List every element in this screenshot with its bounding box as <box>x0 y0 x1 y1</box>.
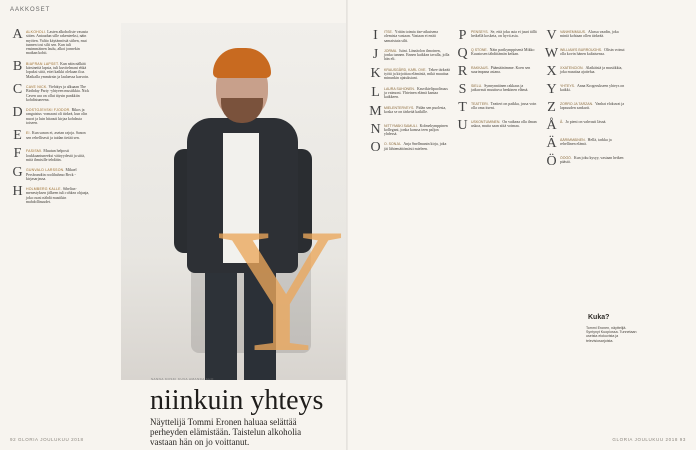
entry-title: VANHEMMUUS. <box>560 30 586 34</box>
entry-letter: W <box>544 46 559 61</box>
entry-body: Hellä, tarkka ja rehellinen elämä. <box>560 138 612 147</box>
entry-title: KRAUSGÅRD, KARL OVE. <box>384 67 427 72</box>
entry-letter: G <box>12 165 23 181</box>
entry-letter: I <box>373 28 378 43</box>
entry-f <box>10 146 90 162</box>
entry-body: Anna Krogerukseen yhteys on kaikki. <box>560 84 625 93</box>
entry-title: CAVE NICK. <box>26 84 48 89</box>
entry-body: Synnynnäinen rakkaus ja jatkuvasti muuttuva henkinen elämä. <box>471 84 529 93</box>
entry-title: BIAFRAN LAPSET. <box>26 61 60 66</box>
entry-y <box>544 84 626 96</box>
entry-e <box>10 128 90 144</box>
entry-body: Tekee tärkeää työtä ja kirjoittaa elämästä, mikä muuttaa minunkin ajatuksiani. <box>384 67 450 81</box>
entry-v <box>544 30 626 42</box>
entry-g <box>10 165 90 181</box>
entry-letter: U <box>457 118 468 133</box>
entry-body: Rikos ja rangaistus -romaani oli tärkeä, kun olin nuori ja luin hitaasti kirjaa kohdasta toiseen. <box>26 108 88 126</box>
entry-q <box>455 48 537 60</box>
entry-c <box>10 81 90 102</box>
entry-body: Sibelius-menestyksen jälkeen tuli rohkea ohjaaja, joka osasi nähdä musiikin mahdollisuudet. <box>26 187 90 205</box>
entry-body: Kasvikielipuolisuus ja vaimoni. Yhteinen elämä kantaa kaikkeen. <box>384 86 448 100</box>
article-headline: niinkuin yhteys <box>150 385 324 416</box>
portrait-photo <box>121 23 346 380</box>
decorative-letter-y: Y <box>217 191 346 380</box>
entry-body: Pidän sen puolesta, koska se on tärkeää kaikille. <box>384 105 447 114</box>
entry-title: Å. <box>560 120 564 124</box>
entry-body: Alaikäisiä ja musiikkia, joka muuttaa ajattelua. <box>560 66 623 75</box>
entry-letter: C <box>12 81 23 97</box>
entry-letter: S <box>458 82 467 97</box>
entry-letter: Z <box>547 100 556 115</box>
entry-letter: Ä <box>546 136 557 151</box>
entry-body: Anja Snellmanin kirja, joka jäi lähtemättömästi mieleen. <box>384 142 447 151</box>
entry-title: DOSTOJEVSKI FJODOR. <box>26 108 71 113</box>
entry-letter: A <box>12 27 23 42</box>
entry-letter: N <box>370 121 381 137</box>
entry-letter: Ö <box>546 154 557 169</box>
entry-x <box>544 66 626 78</box>
entry-letter: T <box>458 100 467 115</box>
entry-title: EI. <box>26 131 31 136</box>
entry-letter: P <box>458 28 467 43</box>
entry-body: Alussa vaadin, joka miniä kohtaan ollen tärkeää. <box>560 30 619 39</box>
photo-caption: SANNA KOSKI KUVA AMANDA AHO <box>151 377 214 381</box>
right-column-1 <box>368 30 450 160</box>
entry-a <box>10 27 90 56</box>
footer-left: 92 GLORIA JOULUKUU 2018 <box>10 437 84 442</box>
entry-letter: O <box>370 140 381 156</box>
right-column-2 <box>455 30 537 138</box>
entry-body: On vaikeaa olla ilman uskoa, mutta saan siitä voimaa. <box>471 120 537 129</box>
entry-i <box>368 30 450 43</box>
entry-body: Kun näin nälkää kärsineitä lapsia, tuli kuvitelmani ehkä lopuksi siitä, ettei kaikki olekaan iloa. Matkalla ymmärsin ja laulaessa kasvoin. <box>26 61 90 79</box>
entry-title: TEATTERI. <box>471 102 489 106</box>
entry-body: Jo pieni on vahvasti läsnä. <box>565 120 607 124</box>
entry-letter: B <box>12 58 23 74</box>
entry-o <box>368 142 450 154</box>
entry-body: Isäni. Läsnäolon ilmoinen, jonka tunnen. Ennen kaikkea tavalla, jolla hän eli. <box>384 48 450 62</box>
entry-title: YHTEYS. <box>560 84 575 88</box>
entry-letter: J <box>372 46 379 62</box>
entry-b <box>10 58 90 79</box>
footer-right: GLORIA JOULUKUU 2018 93 <box>612 437 686 442</box>
entry-t <box>455 102 537 114</box>
article-dek: Näyttelijä Tommi Eronen haluaa selättää perheyden elämistään. Taistelun alkoholia vastaan hän on jo voittanut. <box>150 417 302 447</box>
entry-title: ALKOHOLI. <box>26 30 47 34</box>
entry-title: Q STONE. <box>471 48 488 52</box>
entry-h <box>10 184 90 205</box>
entry-body: Vanhat elokuvat ja lapsuuden sankarit. <box>560 102 625 111</box>
entry-title: ÄÄRIMMÄINEN. <box>560 138 586 142</box>
entry-l <box>368 84 450 100</box>
entry-body: Se, että joku asia ei juuri tällä hetkellä kosketa, on hyvä asia. <box>471 30 537 39</box>
entry-title: ÖÖÖÖ. <box>560 156 572 160</box>
entry-letter: M <box>369 103 382 119</box>
entry-letter: X <box>546 64 557 79</box>
entry-z <box>544 102 626 114</box>
entry-letter: Q <box>457 46 468 61</box>
entry-title: ITSE. <box>384 30 393 34</box>
entry-body: Näin parikymppisenä Mikko Kuustosen tähdittämän keikan. <box>471 48 535 57</box>
entry-title: FASISMI. <box>26 149 43 154</box>
entry-w <box>544 48 626 60</box>
entry-title: O. SONJA. <box>384 142 402 147</box>
kuka-text: Tommi Eronen, näyttelijä. Syntynyt Kuopiossa. Tunnetaan useista elokuvista ja televisiosarjoista. <box>586 326 637 343</box>
entry-title: NITTYMÄKI SAMULI. <box>384 123 418 128</box>
entry-title: USKONTUMINEN. <box>471 120 501 124</box>
entry-body: Kun sanon ei, asetan rajoja. Sanon sen rehellisesti ja taidan tietää sen. <box>26 131 86 140</box>
entry-title: WILLIAM'S BURROUGHS. <box>560 48 603 52</box>
right-page <box>348 0 696 450</box>
entry-letter: D <box>12 105 23 121</box>
entry-p <box>455 30 537 42</box>
entry-body: Muutun helposti loukkaantuneeksi vääryydestä ja siitä, mitä ihmisille tehdään. <box>26 149 85 162</box>
entry-title: RAKKAUS. <box>471 66 489 70</box>
entry-k <box>368 65 450 81</box>
entry-u <box>455 120 537 132</box>
kuka-title: Kuka? <box>588 314 610 321</box>
right-column-3 <box>544 30 626 174</box>
entry-letter: K <box>370 65 381 81</box>
entry-title: GUNVALD LARSSON. <box>26 168 65 173</box>
entry-letter: V <box>546 28 557 43</box>
entry-body: Päämäärämme. Koen sen suurimpana asiana. <box>471 66 531 75</box>
entry-title: PENSEYS. <box>471 30 489 34</box>
entry-d <box>10 105 90 126</box>
entry-letter: Y <box>546 82 557 97</box>
entry-body: Yritän toimia itse-aikuisena olemista vastaan. Vastaan ei enää samaistuta silti. <box>384 30 438 43</box>
entry-title: LAURA SUHONEN. <box>384 86 415 91</box>
entry-ae <box>544 138 626 150</box>
entry-letter: H <box>12 184 23 200</box>
entry-n <box>368 121 450 137</box>
entry-title: SIELU. <box>471 84 483 88</box>
section-label: AAKKOSET <box>10 7 51 13</box>
entry-m <box>368 103 450 119</box>
entry-body: Mikael Persbrandtin roolihahmo Beck -kirjasarjassa. <box>26 168 77 181</box>
entry-body: Kolmekymppinen kollegani, jonka kanssa teen paljon yhdessä. <box>384 123 448 137</box>
entry-r <box>455 66 537 78</box>
entry-letter: L <box>371 84 380 100</box>
entry-s <box>455 84 537 96</box>
entry-j <box>368 46 450 62</box>
entry-title: XXATENCION. <box>560 66 584 70</box>
entry-body: Viehätys ja alkuaan The Birthday Party -yhtyeen musiikkia. Nick Caven ura on ollut täysin pankkiin kohdistuneena. <box>26 84 90 102</box>
entry-body: Teatteri on paikka, jossa voin olla oma itseni. <box>471 102 537 111</box>
entry-title: HOLMBERG KALLE. <box>26 187 62 192</box>
entry-aa <box>544 120 626 132</box>
entry-letter: Å <box>546 118 557 133</box>
entry-title: ZORRO JA TARZAN. <box>560 102 594 106</box>
entry-body: Lasten alkoholiste vasasta sitten. Antaudun sille rakenteeksi, näin myöten. Valtio käytännöstä siihen, mut tunnen tosi silti sen. Kun tuli ensimmäinen laulu, alkoi jonnekin matkan kohti. <box>26 30 88 56</box>
entry-body: Olisin voinut olla kovin hänen kaltaisensa. <box>560 48 625 57</box>
entry-title: JORMA. <box>384 48 398 53</box>
entry-body: Kun joku kysyy, vastaan hetken päästä. <box>560 156 624 165</box>
entry-letter: R <box>457 64 468 79</box>
entry-letter: F <box>13 146 22 162</box>
left-column <box>10 27 90 210</box>
entry-title: MIELENTERVEYS. <box>384 105 415 110</box>
entry-letter: E <box>13 128 22 144</box>
entry-oe <box>544 156 626 168</box>
